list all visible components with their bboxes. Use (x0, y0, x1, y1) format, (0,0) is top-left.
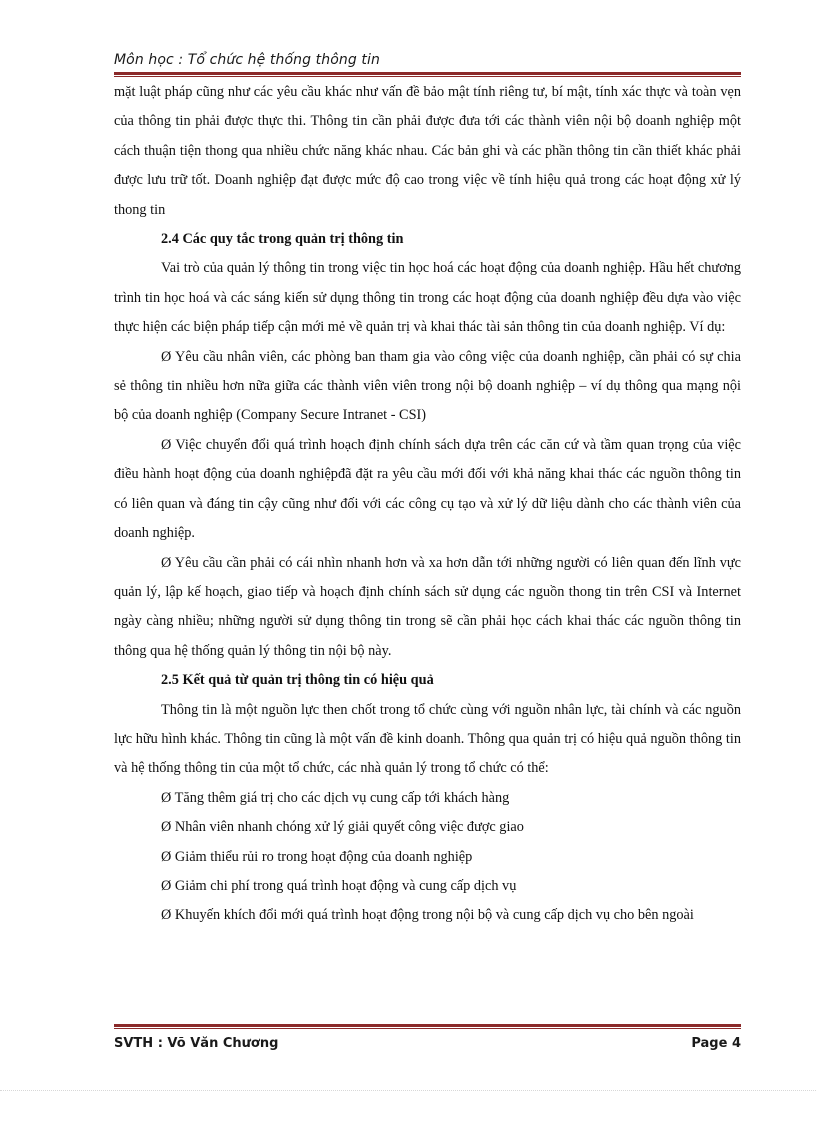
footer-author: SVTH : Võ Văn Chương (114, 1036, 279, 1051)
footer-rule (114, 1024, 741, 1029)
header-rule (114, 72, 741, 77)
paragraph-continuation: mặt luật pháp cũng như các yêu cầu khác như vấn đề bảo mật tính riêng tư, bí mật, tính xác thực và toàn vẹn của thông tin phải được thực thi. Thông tin cần phải được đưa tới các thành viên nội bộ doanh nghiệp một cách thuận tiện thong qua nhiều chức năng khác nhau. Các bản ghi và các phần thông tin cần thiết khác phải được lưu trữ tốt. Doanh nghiệp đạt được mức độ cao trong việc về tính hiệu quả trong các hoạt động xử lý thong tin (114, 84, 741, 218)
paragraph-resource: Thông tin là một nguồn lực then chốt trong tổ chức cùng với nguồn nhân lực, tài chính và các nguồn lực hữu hình khác. Thông tin cũng là một vấn đề kinh doanh. Thông qua quản trị có hiệu quả nguồn thông tin và hệ thống thông tin của một tổ chức, các nhà quản lý trong tổ chức có thể: (114, 701, 741, 777)
bullet-item-1: Ø Yêu cầu nhân viên, các phòng ban tham gia vào công việc của doanh nghiệp, cần phải có sự chia sẻ thông tin nhiều hơn nữa giữa các thành viên viên trong nội bộ doanh nghiệp – ví dụ thông qua mạng nội bộ của doanh nghiệp (Company Secure Intranet - CSI) (114, 348, 741, 424)
footer-page-number: Page 4 (691, 1036, 741, 1051)
bullet-item-3: Ø Yêu cầu cần phải có cái nhìn nhanh hơn và xa hơn dẫn tới những người có liên quan đến lĩnh vực quản lý, lập kế hoạch, giao tiếp và hoạch định chính sách sử dụng các nguồn thong tin trên CSI và Internet ngày càng nhiều; những người sử dụng thông tin trong sẽ cần phải học cách khai thác các nguồn thông tin thông qua hệ thống quản lý thông tin nội bộ này. (114, 554, 741, 659)
bullet-item-2: Ø Việc chuyển đổi quá trình hoạch định chính sách dựa trên các căn cứ và tầm quan trọng của việc điều hành hoạt động của doanh nghiệpđã đặt ra yêu cầu mới đối với khả năng khai thác các nguồn thông tin có liên quan và đáng tin cậy cũng như đối với các công cụ tạo và xử lý dữ liệu dành cho các thành viên của doanh nghiệp. (114, 436, 741, 542)
list-item-last: Ø Khuyến khích đổi mới quá trình hoạt động trong nội bộ và cung cấp dịch vụ cho bên ngoài (161, 907, 694, 924)
document-body (114, 78, 741, 931)
section-heading-2-5: 2.5 Kết quả từ quản trị thông tin có hiệu quả (161, 672, 434, 689)
list-item: Ø Tăng thêm giá trị cho các dịch vụ cung cấp tới khách hàng (161, 789, 510, 806)
section-heading-2-4: 2.4 Các quy tắc trong quản trị thông tin (161, 231, 404, 248)
list-item: Ø Giảm thiểu rủi ro trong hoạt động của doanh nghiệp (161, 848, 473, 865)
list-item: Ø Nhân viên nhanh chóng xử lý giải quyết công việc được giao (161, 819, 524, 836)
list-item: Ø Giảm chi phí trong quá trình hoạt động và cung cấp dịch vụ (161, 877, 517, 894)
page-edge-divider (0, 1090, 816, 1091)
paragraph-role: Vai trò của quản lý thông tin trong việc tin học hoá các hoạt động của doanh nghiệp. Hầu hết chương trình tin học hoá và các sáng kiến sử dụng thông tin trong các hoạt động của doanh nghiệp đều dựa vào việc thực hiện các biện pháp tiếp cận mới mẻ về quản trị và khai thác tài sản thông tin của doanh nghiệp. Ví dụ: (114, 260, 741, 336)
page-header-title: Môn học : Tổ chức hệ thống thông tin (114, 52, 380, 68)
